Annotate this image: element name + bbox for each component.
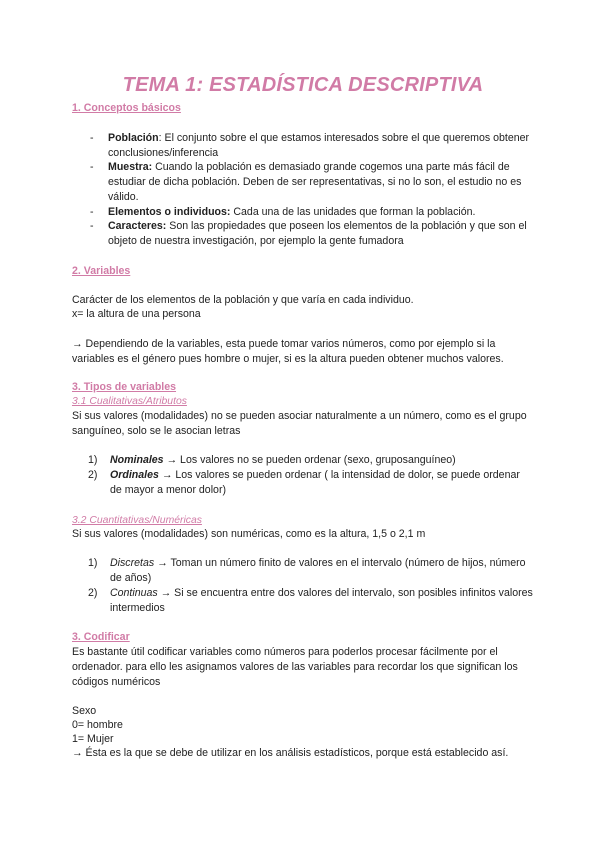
definition-nominales: → Los valores no se pueden ordenar (sexo, gruposanguíneo) xyxy=(163,454,456,466)
term-elementos: Elementos o individuos: xyxy=(108,206,231,218)
subsection-heading-cualitativas: 3.1 Cualitativas/Atributos xyxy=(72,396,187,407)
page-title: TEMA 1: ESTADÍSTICA DESCRIPTIVA xyxy=(122,74,484,96)
section-heading-variables: 2. Variables xyxy=(72,265,131,277)
definition-caracteres: Son las propiedades que poseen los elementos de la población y que son el objeto de nuestra investigación, por ejemplo la gente fumadora xyxy=(108,220,527,247)
list-marker: - xyxy=(90,220,94,232)
definition-poblacion: : El conjunto sobre el que estamos interesados sobre el que queremos obtener conclusiones/inferencia xyxy=(108,132,530,159)
term-discretas: Discretas xyxy=(110,557,155,569)
section-heading-conceptos: 1. Conceptos básicos xyxy=(72,102,181,114)
definition-discretas: → Toman un número finito de valores en el intervalo (número de hijos, número de años) xyxy=(110,557,526,584)
paragraph-codificar: Es bastante útil codificar variables como números para poderlos procesar fácilmente por el ordenador. para ello les asignamos valores de las variables para recordar los que significan los códigos numéricos xyxy=(72,646,518,688)
term-caracteres: Caracteres: xyxy=(108,220,167,232)
paragraph-variables-definition: Carácter de los elementos de la población y que varía en cada individuo. xyxy=(72,294,414,306)
term-muestra: Muestra: xyxy=(108,161,153,173)
paragraph-cuantitativas: Si sus valores (modalidades) son numéricas, como es la altura, 1,5 o 2,1 m xyxy=(72,528,426,540)
definition-elementos: Cada una de las unidades que forman la población. xyxy=(230,206,476,218)
list-marker: - xyxy=(90,206,94,218)
list-number: 2) xyxy=(88,587,98,599)
paragraph-variables-example: x= la altura de una persona xyxy=(72,308,201,320)
section-heading-codificar: 3. Codificar xyxy=(72,631,130,643)
list-number: 1) xyxy=(88,454,98,466)
list-number: 1) xyxy=(88,557,98,569)
term-ordinales: Ordinales xyxy=(110,469,159,481)
list-number: 2) xyxy=(88,469,98,481)
paragraph-cualitativas: Si sus valores (modalidades) no se pueden asociar naturalmente a un número, como es el grupo sanguíneo, solo se le asocian letras xyxy=(72,410,527,437)
paragraph-codificar-note: → Ésta es la que se debe de utilizar en los análisis estadísticos, porque está establecido así. xyxy=(72,747,509,759)
code-line-sexo: Sexo xyxy=(72,705,97,717)
definition-continuas: → Si se encuentra entre dos valores del intervalo, son posibles infinitos valores intermedios xyxy=(110,587,533,614)
code-line-mujer: 1= Mujer xyxy=(72,733,114,745)
section-heading-tipos: 3. Tipos de variables xyxy=(72,381,177,393)
list-marker: - xyxy=(90,161,94,173)
subsection-heading-cuantitativas: 3.2 Cuantitativas/Numéricas xyxy=(72,515,202,526)
term-poblacion: Población xyxy=(108,132,159,144)
term-continuas: Continuas xyxy=(110,587,158,599)
code-line-hombre: 0= hombre xyxy=(72,719,123,731)
list-marker: - xyxy=(90,132,94,144)
definition-muestra: Cuando la población es demasiado grande cogemos una parte más fácil de estudiar de dicha población. Deben de ser representativas, si no lo son, el estudio no es válido. xyxy=(108,161,522,203)
term-nominales: Nominales xyxy=(110,454,164,466)
definition-ordinales: → Los valores se pueden ordenar ( la intensidad de dolor, se puede ordenar de mayor a menor dolor) xyxy=(110,469,520,496)
paragraph-variables-note: → Dependiendo de la variables, esta puede tomar varios números, como por ejemplo si la variables es el género pues hombre o mujer, si es la altura pueden obtener muchos valores. xyxy=(72,338,504,365)
